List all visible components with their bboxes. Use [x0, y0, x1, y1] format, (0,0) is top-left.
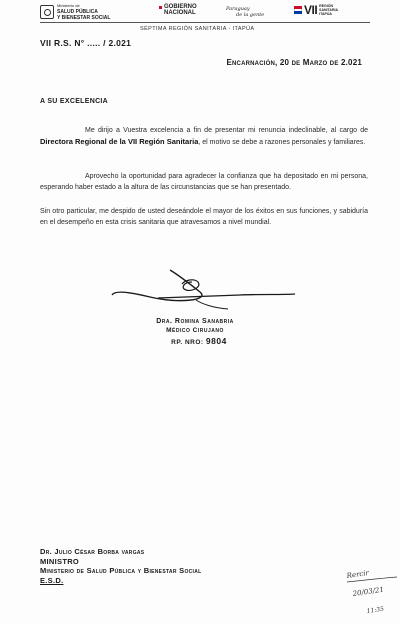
gobierno-line2: NACIONAL [164, 10, 196, 16]
addressee-unit: E.S.D. [40, 575, 64, 585]
stamp-line2: 20/03/21 [352, 585, 385, 598]
gobierno-logo [159, 4, 197, 16]
msp-line2: Y BIENESTAR SOCIAL [57, 15, 111, 21]
vii-line2: SANITARIA [319, 8, 338, 12]
p2-text: Aprovecho la oportunidad para agradecer la confianza que ha depositado en mi persona, esperando haber estado a la altura de las circunstancias que se han presentado. [40, 173, 368, 191]
ministry-emblem-icon [40, 5, 54, 19]
header-subtitle: SÉPTIMA REGIÓN SANITARIA - ITAPÚA [140, 26, 255, 32]
paragraph-resignation [40, 125, 368, 148]
flag-icon [294, 6, 302, 14]
addressee-name: Dr. Julio César Borba vargas [40, 547, 145, 556]
p3-text: Sin otro particular, me despido de usted deseándole el mayor de los éxitos en sus funciones, y sabiduría en el desempeño en esta crisis sanitaria que atravesamos a nivel mundial. [40, 208, 368, 226]
paragraph-closing [40, 206, 368, 228]
vii-line3: ITAPÚA [319, 12, 332, 16]
gobierno-line1: GOBIERNO [164, 4, 197, 10]
signatory-name: Dra. Romina Sanabria [156, 318, 234, 325]
header-divider [40, 22, 370, 23]
signatory-block [140, 318, 250, 346]
reg-number: 9804 [205, 336, 227, 346]
vii-region-logo [294, 4, 338, 16]
vii-line1: REGIÓN [319, 4, 333, 8]
addressee-block [40, 547, 202, 585]
p1-text-after: , el motivo se debe a razones personales y familiares. [198, 139, 366, 146]
vii-big-label: VII [304, 3, 318, 17]
paraguay-slogan-logo [226, 6, 264, 18]
msp-small-label: Ministerio de [57, 3, 80, 8]
slogan-line2: de la gente [236, 12, 265, 18]
addressee-ministry: Ministerio de Salud Pública y Bienestar Social [40, 566, 202, 575]
stamp-line3: 11:35 [366, 605, 385, 615]
p1-text-before: Me dirijo a Vuestra excelencia a fin de presentar mi renuncia indeclinable, al cargo de [85, 127, 368, 134]
handwritten-receipt-note [345, 568, 400, 618]
signatory-registration [148, 336, 250, 346]
msp-logo [40, 3, 117, 21]
reg-label: RP. NRO: [171, 339, 204, 346]
stamp-line1: Rercir [346, 568, 370, 580]
reference-number: VII R.S. N° ..... / 2.021 [40, 38, 132, 48]
recipient-salutation: A SU EXCELENCIA [40, 98, 109, 105]
place-date: Encarnación, 20 de Marzo de 2.021 [226, 58, 362, 67]
addressee-role: MINISTRO [40, 556, 80, 566]
red-square-icon [159, 6, 162, 9]
paragraph-gratitude [40, 171, 368, 193]
handwritten-signature [110, 262, 310, 322]
p1-position-bold: Directora Regional de la VII Región Sanitaria [40, 137, 199, 146]
signatory-title: Médico Cirujano [166, 327, 224, 334]
slogan-line1: Paraguay [226, 6, 250, 12]
msp-line1: SALUD PÚBLICA [57, 9, 98, 15]
